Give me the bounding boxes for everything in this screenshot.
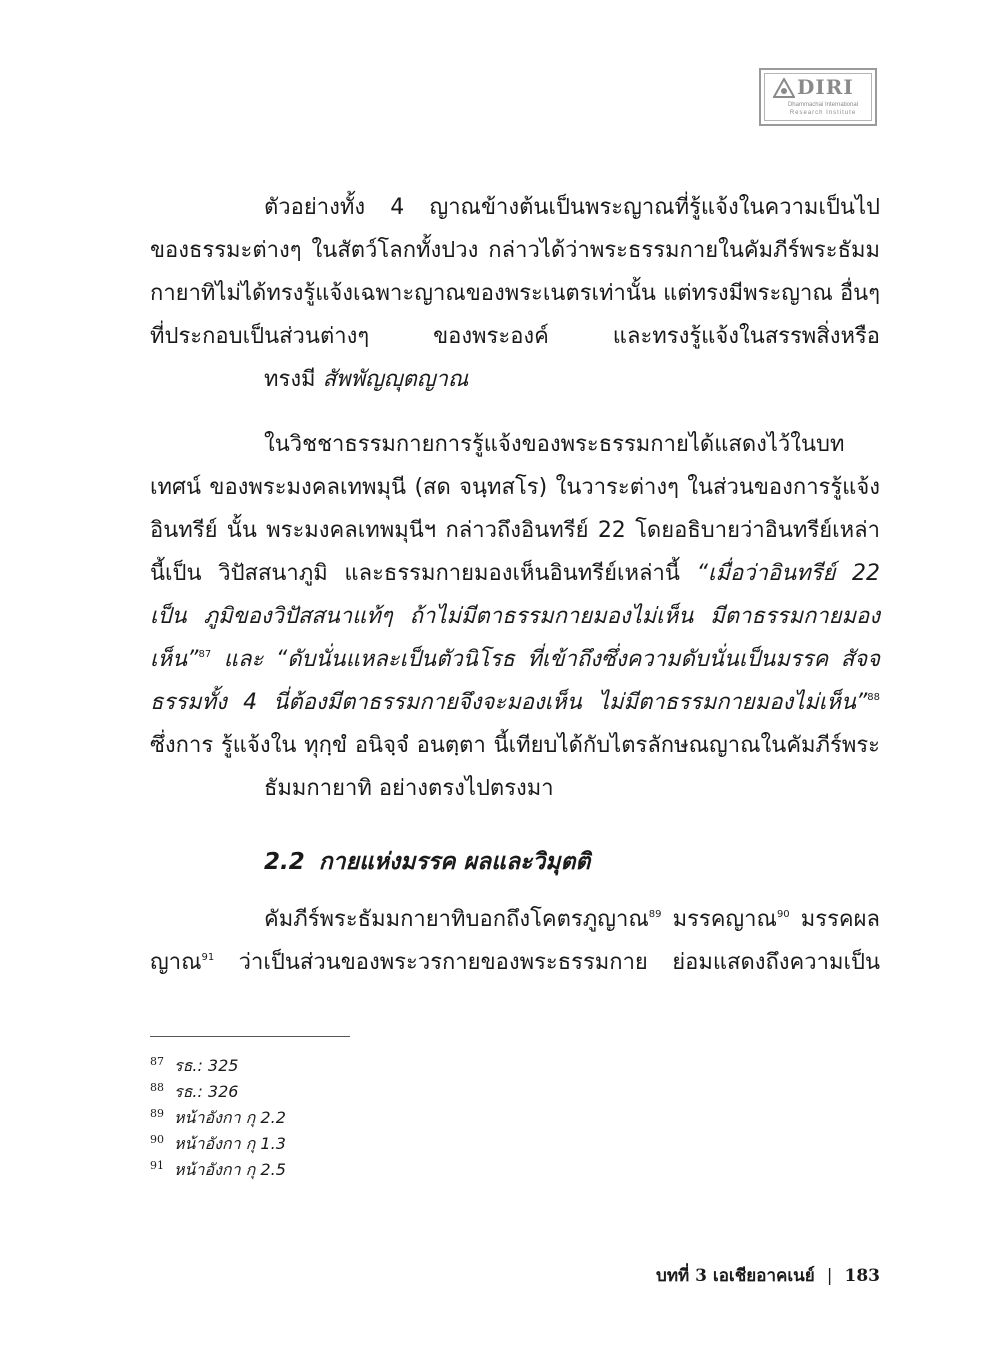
- p1-last-plain: ทรงมี: [264, 367, 323, 392]
- p2-line: ในวิชชาธรรมกายการรู้แจ้งของพระธรรมกายได้แสดงไว้ในบทเทศน์: [150, 432, 845, 500]
- footnote-text: หน้าอังกา กุ 1.3: [174, 1134, 286, 1153]
- p3-text: คัมภีร์พระธัมมกายาทิบอกถึงโคตรภูญาณ: [264, 907, 649, 932]
- paragraph-1: [150, 186, 880, 401]
- paragraph-2: [150, 423, 880, 810]
- p1-last-italic: สัพพัญญุตญาณ: [322, 367, 469, 392]
- footnote-item: [150, 1153, 286, 1179]
- footnote-number: 87: [150, 1055, 164, 1068]
- p2-line: ซึ่งการ: [150, 733, 214, 758]
- p3-text: ญาณ: [150, 950, 202, 975]
- logo-subtitle-1: Dhammachai International: [787, 102, 859, 108]
- chapter-title: บทที่ 3 เอเชียอาคเนย์: [656, 1266, 815, 1286]
- diri-logo: [759, 68, 877, 126]
- footnote-item: [150, 1101, 286, 1127]
- footnote-number: 90: [150, 1133, 164, 1146]
- p1-last-line: [150, 358, 880, 401]
- p2-quote: ภูมิของวิปัสสนาแท้ๆ ถ้าไม่มีตาธรรมกายมองไม่เห็น มีตาธรรมกายมองเห็น”: [150, 604, 880, 672]
- footnote-text: รธ.: 326: [174, 1082, 239, 1101]
- footnote-ref-88[interactable]: 88: [867, 692, 880, 703]
- footnote-item: [150, 1049, 286, 1075]
- footnote-item: [150, 1075, 286, 1101]
- logo-name: DIRI: [797, 75, 854, 99]
- footnote-text: รธ.: 325: [174, 1056, 239, 1075]
- section-number: 2.2: [264, 849, 305, 875]
- p1-line: ของธรรมะต่างๆ ในสัตว์โลกทั้งปวง กล่าวได้ว่าพระธรรมกายในคัมภีร์พระธัมม: [150, 238, 880, 263]
- page-number: 183: [844, 1266, 880, 1286]
- p3-text: มรรคผล: [789, 907, 880, 932]
- footnote-item: [150, 1127, 286, 1153]
- footer-separator: |: [826, 1266, 833, 1286]
- p3-text: ว่าเป็นส่วนของพระวรกายของพระธรรมกาย ย่อมแสดงถึงความเป็น: [214, 950, 880, 975]
- p2-line: วิปัสสนาภูมิ และธรรมกายมองเห็นอินทรีย์เหล่านี้: [218, 561, 697, 586]
- section-heading: [264, 844, 590, 880]
- footnote-number: 91: [150, 1159, 164, 1172]
- footnote-list: [150, 1049, 286, 1179]
- footnote-text: หน้าอังกา กุ 2.2: [174, 1108, 286, 1127]
- p2-quote: “เมื่อว่าอินทรีย์ 22 เป็น: [150, 561, 880, 629]
- footnote-ref-89[interactable]: 89: [648, 909, 662, 920]
- p3-text: มรรคญาณ: [661, 907, 777, 932]
- footnote-number: 88: [150, 1081, 164, 1094]
- p1-line: กายาทิไม่ได้ทรงรู้แจ้งเฉพาะญาณของพระเนตรเท่านั้น แต่ทรงมีพระญาณ: [150, 281, 833, 306]
- p2-quote: 4 นี่ต้องมีตาธรรมกายจึงจะมองเห็น ไม่มีตาธรรมกายมองไม่เห็น”: [243, 690, 868, 715]
- section-title: กายแห่งมรรค ผลและวิมุตติ: [318, 849, 591, 875]
- p2-line: ของพระมงคลเทพมุนี (สด จนฺทสโร) ในวาระต่างๆ ในส่วนของการรู้แจ้งอินทรีย์: [150, 475, 880, 543]
- p2-quote: และ “ดับนั่นแหละเป็นตัวนิโรธ ที่เข้าถึงซึ่งความดับนั่นเป็นมรรค สัจจธรรมทั้ง: [150, 647, 880, 715]
- p1-line: ตัวอย่างทั้ง 4 ญาณข้างต้นเป็นพระญาณที่รู้แจ้งในความเป็นไป: [264, 195, 880, 220]
- footnote-number: 89: [150, 1107, 164, 1120]
- p2-line: รู้แจ้งใน ทุกฺขํ อนิจฺจํ อนตฺตา นี้เทียบได้กับไตรลักษณญาณในคัมภีร์พระ: [220, 733, 880, 758]
- footnote-divider: [150, 1036, 350, 1037]
- footnote-ref-87[interactable]: 87: [198, 649, 212, 660]
- p2-line: นั้น พระมงคลเทพมุนีฯ กล่าวถึงอินทรีย์ 22 โดยอธิบายว่าอินทรีย์เหล่านี้เป็น: [150, 518, 880, 586]
- p1-line: อื่นๆ ที่ประกอบเป็นส่วนต่างๆ ของพระองค์ และทรงรู้แจ้งในสรรพสิ่งหรือ: [150, 281, 881, 349]
- dhammachai-emblem-icon: [773, 78, 795, 98]
- footnote-ref-90[interactable]: 90: [776, 909, 790, 920]
- paragraph-3: [150, 898, 880, 984]
- page-footer: [656, 1262, 880, 1289]
- p2-last-line: ธัมมกายาทิ อย่างตรงไปตรงมา: [264, 776, 554, 801]
- logo-subtitle-2: Research Institute: [789, 110, 857, 116]
- footnote-text: หน้าอังกา กุ 2.5: [174, 1160, 286, 1179]
- footnote-ref-91[interactable]: 91: [201, 952, 215, 963]
